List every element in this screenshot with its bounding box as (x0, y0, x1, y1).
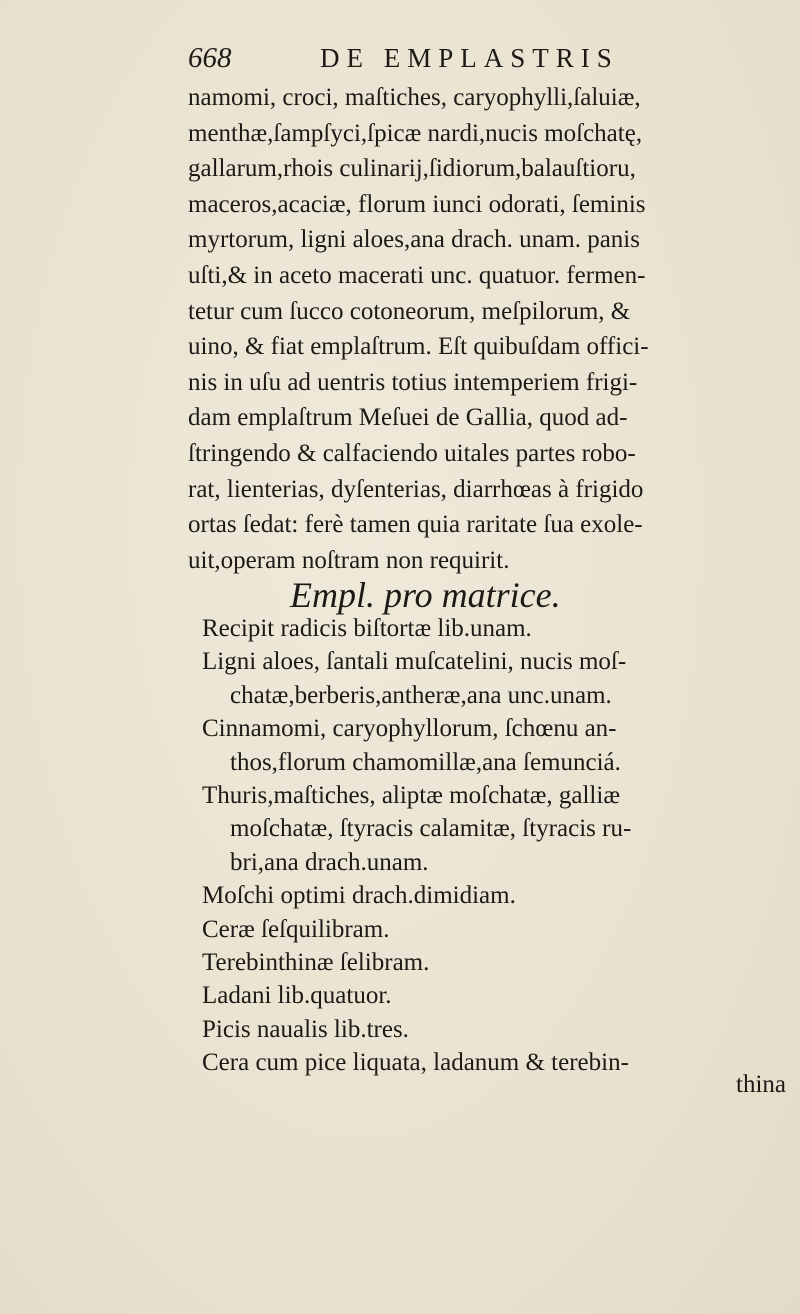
body-text (188, 80, 778, 578)
recipe-line: Recipit radicis biſtortæ lib.unam. (202, 615, 532, 642)
recipe-line: Ligni aloes, ſantali muſcatelini, nucis moſ- (202, 648, 627, 676)
running-head: DE EMPLASTRIS (320, 43, 619, 73)
text-line: rat, lienterias, dyſenterias, diarrhœas à frigido (188, 475, 644, 503)
text-line: uino, & fiat emplaſtrum. Eſt quibuſdam offici- (188, 333, 649, 361)
text-line: menthæ,ſampſyci,ſpicæ nardi,nucis moſchatę, (188, 119, 643, 147)
text-line: ortas ſedat: ferè tamen quia raritate ſua exole- (188, 511, 643, 539)
page-number: 668 (188, 42, 232, 74)
recipe-line: moſchatæ, ſtyracis calamitæ, ſtyracis ru- (230, 815, 632, 843)
text-line: maceros,acaciæ, florum iunci odorati, ſeminis (188, 190, 646, 218)
page-header (188, 38, 768, 84)
recipe-line: Ceræ ſeſquilibram. (202, 915, 390, 943)
text-line: uſti,& in aceto macerati unc. quatuor. fermen- (188, 261, 646, 289)
recipe-line: Ladani lib.quatuor. (202, 982, 392, 1010)
text-line: gallarum,rhois culinarij,ſidiorum,balauſtioru, (188, 155, 636, 183)
text-line: nis in uſu ad uentris totius intemperiem frigi- (188, 368, 638, 396)
text-line: ſtringendo & calfaciendo uitales partes robo- (188, 439, 636, 467)
recipe-line: Thuris,maſtiches, aliptæ moſchatæ, galliæ (202, 781, 620, 809)
recipe-line: Moſchi optimi drach.dimidiam. (202, 882, 516, 910)
recipe-line: Terebinthinæ ſelibram. (202, 948, 430, 976)
text-line: namomi, croci, maſtiches, caryophylli,ſaluiæ, (188, 84, 641, 111)
text-line: tetur cum ſucco cotoneorum, meſpilorum, & (188, 297, 631, 325)
catchword: thina (736, 1071, 786, 1098)
recipe-line: Cera cum pice liquata, ladanum & terebin- (202, 1049, 629, 1077)
recipe-line: chatæ,berberis,antheræ,ana unc.unam. (230, 681, 612, 709)
section-title: Empl. pro matrice. (290, 575, 561, 615)
text-line: dam emplaſtrum Meſuei de Gallia, quod ad- (188, 404, 628, 432)
recipe-line: Cinnamomi, caryophyllorum, ſchœnu an- (202, 715, 617, 743)
recipe-line: thos,florum chamomillæ,ana ſemunciá. (230, 748, 621, 776)
recipe-line: Picis naualis lib.tres. (202, 1015, 409, 1043)
recipe-list (202, 612, 792, 1079)
text-line: uit,operam noſtram non requirit. (188, 546, 510, 574)
recipe-line: bri,ana drach.unam. (230, 848, 429, 876)
text-line: myrtorum, ligni aloes,ana drach. unam. panis (188, 226, 640, 254)
